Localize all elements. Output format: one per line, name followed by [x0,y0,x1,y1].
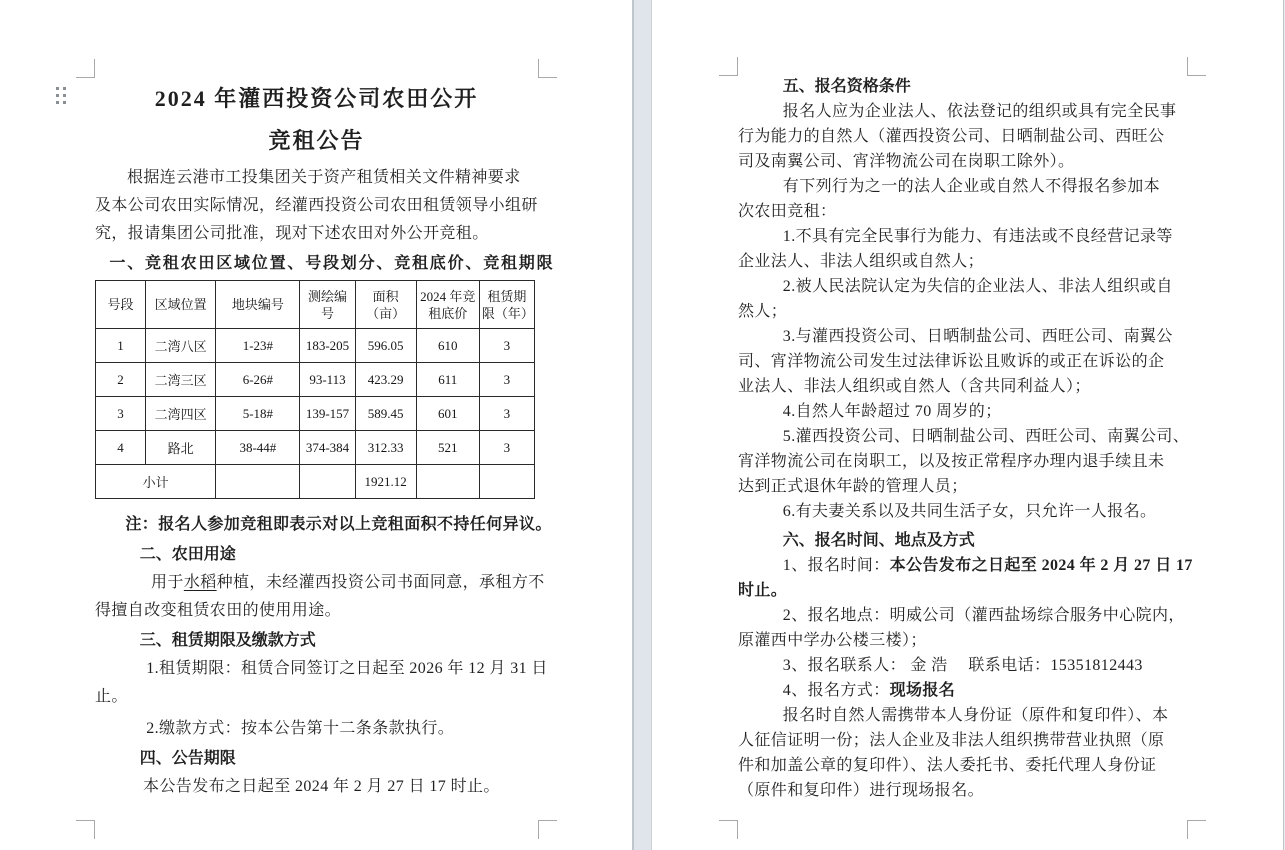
paragraph-line: 人征信证明一份；法人企业及非法人组织携带营业执照（原 [738,732,1165,749]
table-cell[interactable]: 1 [96,329,146,363]
table-cell[interactable]: 3 [96,397,146,431]
paragraph-line: 2.被人民法院认定为失信的企业法人、非法人组织或自 [782,278,1173,295]
paragraph-line: 宵洋物流公司在岗职工，以及按正常程序办理内退手续且未 [738,453,1165,470]
paragraph-line: 次农田竞租： [738,203,837,220]
table-cell[interactable]: 374-384 [300,431,355,465]
table-cell[interactable]: 二湾三区 [146,363,216,397]
paragraph [95,569,545,625]
table-cell[interactable]: 3 [479,431,534,465]
paragraph-line: 6.有夫妻关系以及共同生活子女，只允许一人报名。 [782,503,1157,520]
table-cell[interactable]: 610 [416,329,479,363]
paragraph-line: 件和加盖公章的复印件）、法人委托书、委托代理人身份证 [738,757,1157,774]
section-heading: 五、报名资格条件 [782,78,911,95]
text-run: 1、报名时间： [782,557,890,574]
paragraph [738,274,1187,324]
table-cell[interactable]: 183-205 [300,329,355,363]
paragraph-line: （原件和复印件）进行现场报名。 [738,782,985,799]
paragraph-line: 2.缴款方式：按本公告第十二条条款执行。 [146,720,455,737]
table-cell[interactable]: 3 [479,397,534,431]
paragraph-line: 达到正式退休年龄的管理人员； [738,478,968,495]
table-cell[interactable]: 5-18# [216,397,300,431]
table-row [96,363,535,397]
table-cell[interactable]: 6-26# [216,363,300,397]
table-cell[interactable]: 4 [96,431,146,465]
window-edge-line [1283,0,1284,850]
paragraph [738,174,1187,224]
margin-crop-mark-top-left [76,59,95,78]
text-run: 时止。 [738,582,788,599]
subtotal-area-cell[interactable]: 1921.12 [355,465,416,499]
page-1-content[interactable] [95,78,555,801]
table-cell[interactable]: 3 [479,329,534,363]
paragraph-line: 4.自然人年龄超过 70 周岁的； [782,403,1002,420]
table-cell[interactable] [479,465,534,499]
page-1[interactable] [0,0,632,850]
paragraph-line: 1.租赁期限：租赁合同签订之日起至 2026 年 12 月 31 日 [146,660,548,677]
table-row [96,397,535,431]
section-heading: 二、农田用途 [139,546,236,563]
paragraph-line: 业法人、非法人组织或自然人（含共同利益人）； [738,378,1091,395]
section-heading: 六、报名时间、地点及方式 [782,532,975,549]
paragraph-line: 司及南翼公司、宵洋物流公司在岗职工除外）。 [738,153,1075,170]
table-cell[interactable]: 139-157 [300,397,355,431]
paragraph [738,324,1187,399]
paragraph-line: 司、宵洋物流公司发生过法律诉讼且败诉的或正在诉讼的企 [738,353,1165,370]
table-cell[interactable]: 1-23# [216,329,300,363]
margin-crop-mark-bottom-right [538,820,557,839]
paragraph-line: 5.灌西投资公司、日晒制盐公司、西旺公司、南翼公司、 [782,428,1190,445]
paragraph [738,224,1187,274]
paragraph [738,678,1187,703]
doc-title [95,78,538,162]
page-2-content[interactable] [738,70,1193,803]
margin-crop-mark-bottom-left [76,820,95,839]
table-cell[interactable]: 二湾四区 [146,397,216,431]
note-line: 注：报名人参加竞租即表示对以上竞租面积不持任何异议。 [125,516,552,533]
table-header-cell: 租赁期限（年） [479,281,534,329]
table-cell[interactable]: 423.29 [355,363,416,397]
paragraph-line: 报名人应为企业法人、依法登记的组织或具有完全民事 [782,103,1177,120]
table-cell[interactable]: 二湾八区 [146,329,216,363]
farmland-table [95,280,538,499]
table-row [96,431,535,465]
paragraph-line: 本公告发布之日起至 2024 年 2 月 27 日 17 时止。 [143,778,500,795]
table-cell[interactable]: 312.33 [355,431,416,465]
paragraph [738,99,1187,174]
paragraph-line: 2、报名地点：明威公司（灌西盐场综合服务中心院内， [782,607,1185,624]
paragraph-line: 得擅自改变租赁农田的使用用途。 [95,602,342,619]
page-2[interactable] [652,0,1283,850]
farmland-table-grid [95,280,535,499]
paragraph-line: 行为能力的自然人（灌西投资公司、日晒制盐公司、西旺公 [738,128,1165,145]
section-heading: 一、竞租农田区域位置、号段划分、竞租底价、竞租期限 [109,255,555,272]
table-header-cell: 测绘编号 [300,281,355,329]
text-run: 4、报名方式： [782,682,890,699]
paragraph-line: 3、报名联系人： 金 浩 联系电话：15351812443 [782,657,1143,674]
text-run: 现场报名 [889,682,956,699]
paragraph [95,655,548,711]
paragraph-line [738,578,1187,603]
margin-crop-mark-top-left [719,57,738,76]
paragraph [738,424,1190,499]
paragraph-line [95,569,545,597]
margin-crop-mark-bottom-left [719,820,738,839]
margin-crop-mark-bottom-right [1187,820,1206,839]
subtotal-label-cell[interactable]: 小计 [96,465,216,499]
doc-title-line: 2024 年灌西投资公司农田公开 [154,86,479,111]
section-heading: 三、租赁期限及缴款方式 [139,632,316,649]
margin-crop-mark-top-right [538,59,557,78]
margin-crop-mark-top-right [1187,57,1206,76]
paragraph [738,703,1187,803]
table-header-cell: 面积（亩） [355,281,416,329]
table-header-cell: 地块编号 [216,281,300,329]
paragraph-line: 止。 [95,688,128,705]
table-cell[interactable] [300,465,355,499]
table-cell[interactable]: 596.05 [355,329,416,363]
table-cell[interactable] [416,465,479,499]
table-cell[interactable]: 38-44# [216,431,300,465]
table-cell[interactable]: 路北 [146,431,216,465]
paragraph-line: 然人； [738,303,788,320]
paragraph [738,553,1193,603]
table-cell[interactable]: 601 [416,397,479,431]
paragraph-line [738,553,1193,578]
paragraph [95,773,538,801]
drag-handle-icon[interactable] [56,87,66,104]
table-subtotal-row [96,465,535,499]
paragraph [738,653,1187,678]
table-cell[interactable]: 521 [416,431,479,465]
table-header-cell: 号段 [96,281,146,329]
table-cell[interactable]: 589.45 [355,397,416,431]
text-run: 用于 [151,574,184,591]
paragraph [95,715,538,743]
table-row [96,329,535,363]
paragraph-line: 及本公司农田实际情况，经灌西投资公司农田租赁领导小组研 [95,197,538,214]
table-header-cell: 区域位置 [146,281,216,329]
text-run: 水稻 [183,574,217,591]
paragraph-line: 企业法人、非法人组织或自然人； [738,253,985,270]
doc-title-line: 竞租公告 [268,128,365,153]
page-gap [632,0,652,850]
paragraph-line [738,678,1187,703]
paragraph-line: 1.不具有完全民事行为能力、有违法或不良经营记录等 [782,228,1173,245]
paragraph [738,499,1187,524]
section-heading: 四、公告期限 [139,750,236,767]
paragraph [738,603,1187,653]
table-cell[interactable]: 611 [416,363,479,397]
text-run: 种植，未经灌西投资公司书面同意，承租方不 [216,574,545,591]
table-header-cell: 2024 年竞租底价 [416,281,479,329]
paragraph-line: 报名时自然人需携带本人身份证（原件和复印件）、本 [782,707,1169,724]
paragraph [738,399,1187,424]
table-cell[interactable]: 2 [96,363,146,397]
paragraph [95,164,538,248]
text-run: 本公告发布之日起至 2024 年 2 月 27 日 17 [889,557,1193,574]
paragraph-line: 有下列行为之一的法人企业或自然人不得报名参加本 [782,178,1160,195]
paragraph-line: 根据连云港市工投集团关于资产租赁相关文件精神要求 [127,169,521,186]
paragraph-line: 3.与灌西投资公司、日晒制盐公司、西旺公司、南翼公 [782,328,1173,345]
table-cell[interactable] [216,465,300,499]
paragraph-line: 究，报请集团公司批准，现对下述农田对外公开竞租。 [95,225,489,242]
table-cell[interactable]: 3 [479,363,534,397]
table-cell[interactable]: 93-113 [300,363,355,397]
paragraph-line: 原灌西中学办公楼三楼）； [738,632,927,649]
